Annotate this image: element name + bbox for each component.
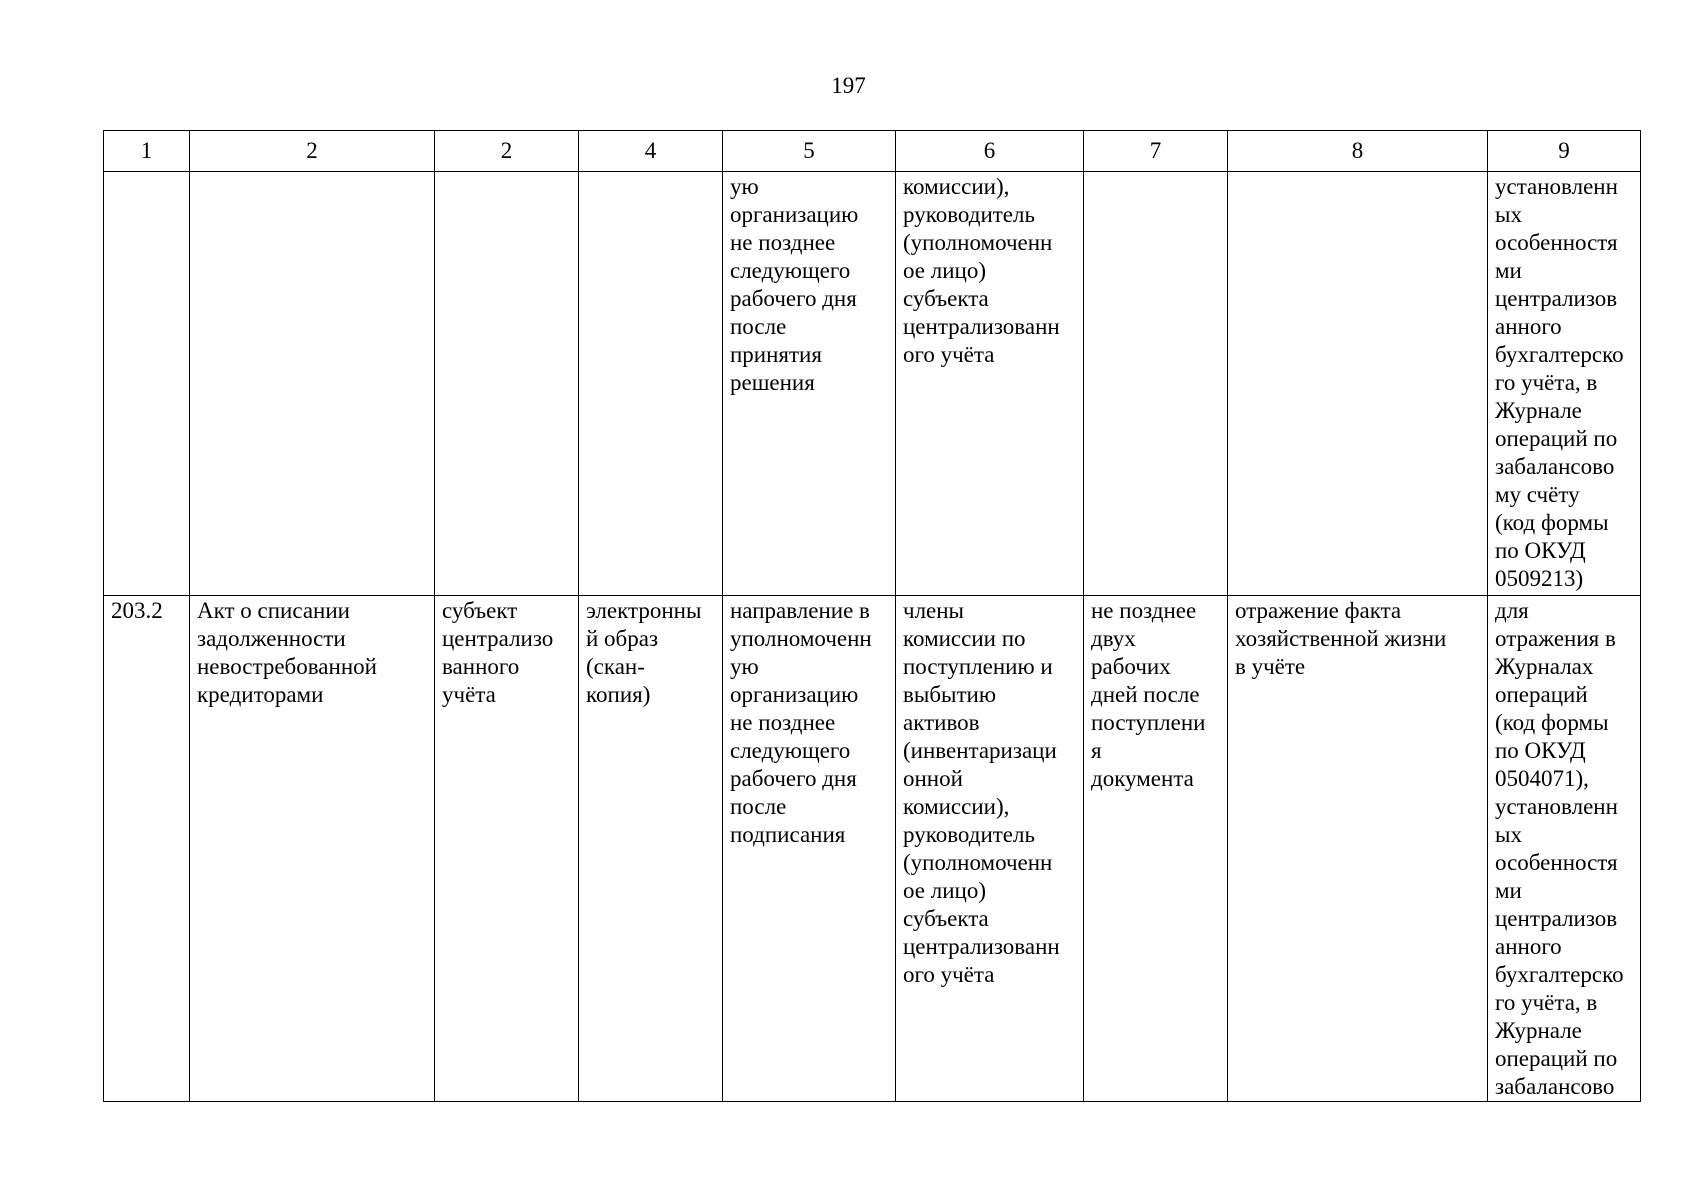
column-header: 1 bbox=[104, 131, 190, 172]
table-header-row bbox=[104, 131, 1641, 172]
table-cell: члены комиссии по поступлению и выбытию активов (инвентаризаци онной комиссии), руководитель (уполномоченн ое лицо) субъекта централизованн ого учёта bbox=[896, 596, 1084, 1102]
table-cell bbox=[579, 172, 723, 596]
column-header: 7 bbox=[1084, 131, 1228, 172]
table-cell bbox=[435, 172, 579, 596]
table-cell: не позднее двух рабочих дней после поступлени я документа bbox=[1084, 596, 1228, 1102]
column-header: 6 bbox=[896, 131, 1084, 172]
table-cell bbox=[1228, 172, 1488, 596]
table-row bbox=[104, 596, 1641, 1102]
page-number: 197 bbox=[831, 73, 866, 98]
table-cell: комиссии), руководитель (уполномоченн ое лицо) субъекта централизованн ого учёта bbox=[896, 172, 1084, 596]
table-cell: установленн ых особенностя ми централизов анного бухгалтерско го учёта, в Журнале операций по забалансово му счёту (код формы по ОКУД 0509213) bbox=[1488, 172, 1641, 596]
document-table bbox=[103, 130, 1641, 1102]
table-cell bbox=[190, 172, 435, 596]
table-cell: Акт о списании задолженности невостребованной кредиторами bbox=[190, 596, 435, 1102]
column-header: 2 bbox=[190, 131, 435, 172]
column-header: 5 bbox=[723, 131, 896, 172]
table-cell: 203.2 bbox=[104, 596, 190, 1102]
column-header: 9 bbox=[1488, 131, 1641, 172]
table-cell bbox=[104, 172, 190, 596]
table-cell: ую организацию не позднее следующего рабочего дня после принятия решения bbox=[723, 172, 896, 596]
column-header: 4 bbox=[579, 131, 723, 172]
column-header: 8 bbox=[1228, 131, 1488, 172]
table-row bbox=[104, 172, 1641, 596]
table-cell bbox=[1084, 172, 1228, 596]
table-cell: отражение факта хозяйственной жизни в учёте bbox=[1228, 596, 1488, 1102]
table-cell: субъект централизо ванного учёта bbox=[435, 596, 579, 1102]
column-header: 2 bbox=[435, 131, 579, 172]
table-cell: электронны й образ (скан- копия) bbox=[579, 596, 723, 1102]
table-cell: для отражения в Журналах операций (код формы по ОКУД 0504071), установленн ых особенностя ми централизов анного бухгалтерско го учёта, в Журнале операций по забалансово bbox=[1488, 596, 1641, 1102]
table-cell: направление в уполномоченн ую организацию не позднее следующего рабочего дня после подписания bbox=[723, 596, 896, 1102]
